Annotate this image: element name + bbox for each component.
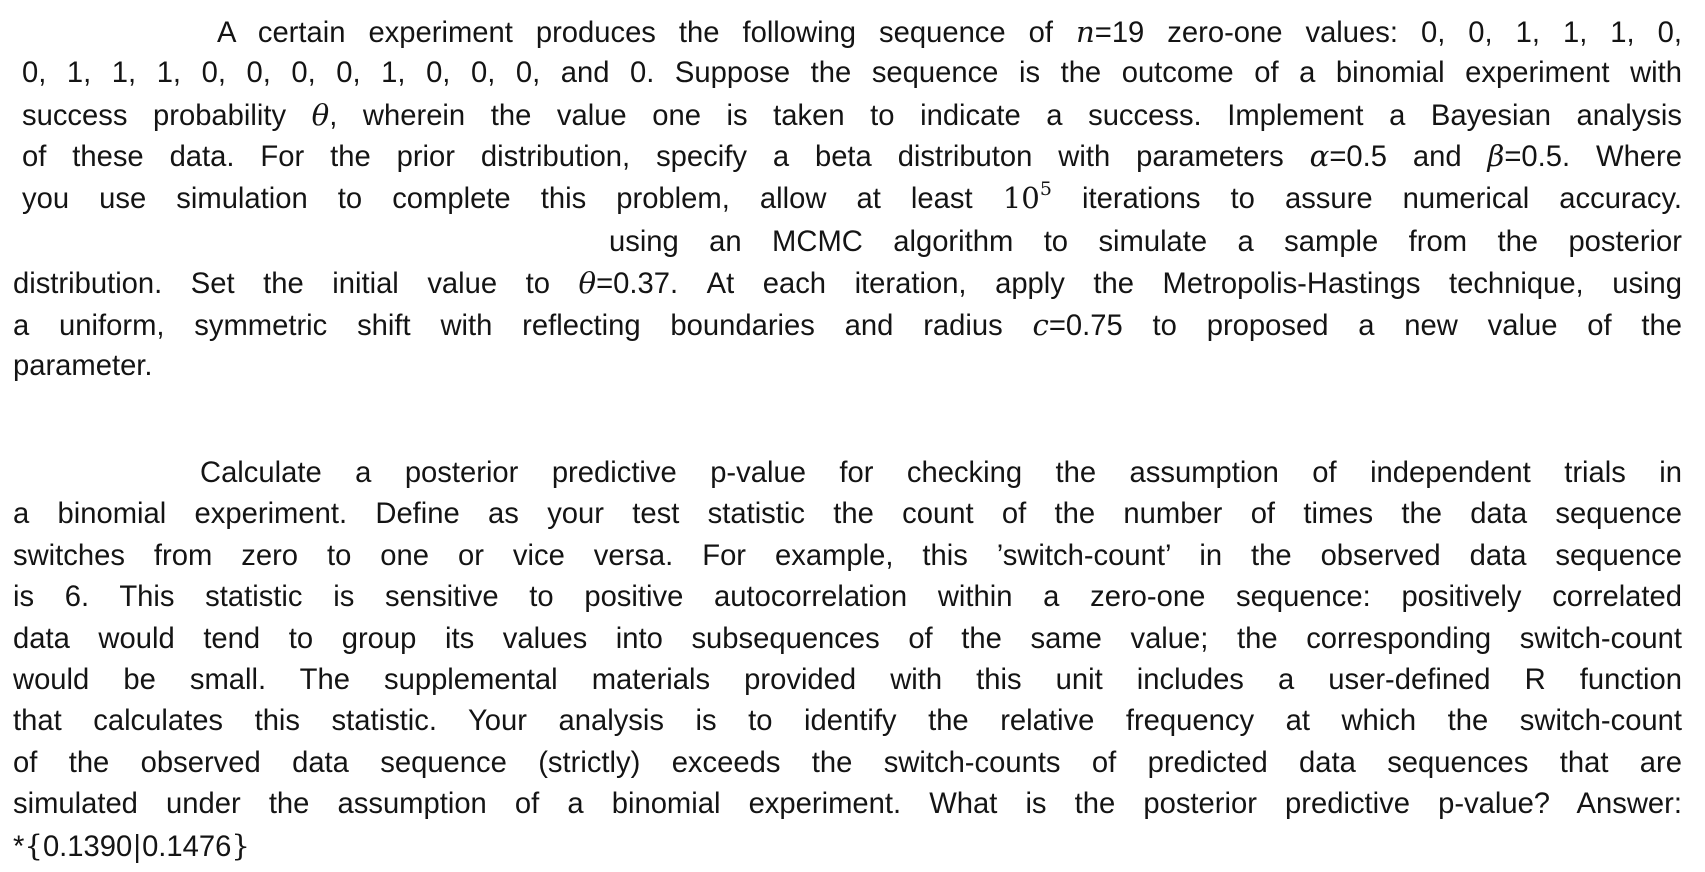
text-line (13, 743, 1682, 784)
text-line (13, 346, 1682, 387)
text-span: Calculate a posterior predictive p-value for checking the assumption of independent trials in (200, 457, 1682, 489)
text-span: would be small. The supplemental materials provided with this unit includes a user-defined R function (13, 663, 1682, 696)
text-span: =0.75 to proposed a new value of the (1048, 309, 1683, 342)
brace-close: } (231, 828, 250, 863)
text-span: success probability (22, 99, 312, 132)
text-line (22, 12, 1682, 53)
math-theta: θ (578, 266, 597, 301)
text-line (13, 536, 1682, 577)
answer-line (13, 826, 1682, 867)
text-line (13, 577, 1682, 618)
answer-value-2: 0.1476 (142, 830, 232, 863)
answer-separator: | (132, 828, 143, 863)
math-beta: β (1487, 139, 1505, 174)
text-line (13, 453, 1682, 494)
text-span: switches from zero to one or vice versa. For example, this ’switch-count’ in the observed data sequence (13, 539, 1682, 572)
text-span: data would tend to group its values into subsequences of the same value; the corresponding switch-count (13, 622, 1682, 655)
text-span: =0.37. At each iteration, apply the Metropolis-Hastings technique, using (596, 268, 1682, 301)
math-power (1002, 177, 1052, 215)
text-line (13, 222, 1682, 263)
power-base: 10 (1002, 180, 1040, 215)
text-span: is 6. This statistic is sensitive to positive autocorrelation within a zero-one sequence: positively correlated (13, 581, 1682, 614)
problem-setup-paragraph (22, 12, 1682, 219)
text-line (13, 263, 1682, 304)
text-line (13, 619, 1682, 660)
text-span: a binomial experiment. Define as your test statistic the count of the number of times the data sequence (13, 498, 1682, 531)
text-span: a uniform, symmetric shift with reflecting boundaries and radius (13, 309, 1033, 342)
text-span: =0.5. Where (1504, 141, 1682, 174)
power-exponent: 5 (1039, 177, 1052, 200)
brace-open: { (24, 828, 43, 863)
text-span: that calculates this statistic. Your analysis is to identify the relative frequency at which the switch-count (13, 705, 1682, 738)
text-span: you use simulation to complete this problem, allow at least (22, 182, 1003, 215)
answer-marker: * (13, 830, 25, 863)
answer-value-1: 0.1390 (42, 830, 133, 863)
math-alpha: α (1309, 139, 1330, 174)
text-span: parameter. (13, 350, 153, 383)
text-span: 0, 1, 1, 1, 0, 0, 0, 0, 1, 0, 0, 0, and 0. Suppose the sequence is the outcome of a binomial experiment with (22, 57, 1682, 90)
text-line (22, 95, 1682, 136)
text-line (13, 784, 1682, 825)
text-line (22, 136, 1682, 177)
text-line (22, 53, 1682, 94)
text-line (13, 660, 1682, 701)
text-span: using an MCMC algorithm to simulate a sample from the posterior (609, 226, 1682, 258)
text-span: , wherein the value one is taken to indicate a success. Implement a Bayesian analysis (329, 99, 1682, 132)
text-span: A certain experiment produces the following sequence of (217, 17, 1076, 49)
text-line (13, 494, 1682, 535)
mcmc-paragraph (13, 222, 1682, 388)
text-span: of the observed data sequence (strictly) exceeds the switch-counts of predicted data sequences that are (13, 746, 1682, 779)
math-n: n (1075, 15, 1095, 49)
math-c: c (1032, 307, 1049, 342)
text-span: =0.5 and (1329, 141, 1488, 174)
math-theta: θ (311, 97, 330, 132)
text-span: distribution. Set the initial value to (13, 268, 579, 301)
text-span: of these data. For the prior distribution, specify a beta distributon with parameters (22, 141, 1310, 174)
text-span: =19 zero-one values: 0, 0, 1, 1, 1, 0, (1094, 17, 1682, 49)
text-line (13, 701, 1682, 742)
text-line (22, 178, 1682, 219)
text-line (13, 305, 1682, 346)
text-span: iterations to assure numerical accuracy. (1051, 182, 1683, 215)
text-span: simulated under the assumption of a binomial experiment. What is the posterior predictive p-value? Answer: (13, 788, 1682, 821)
p-value-paragraph (13, 453, 1682, 867)
